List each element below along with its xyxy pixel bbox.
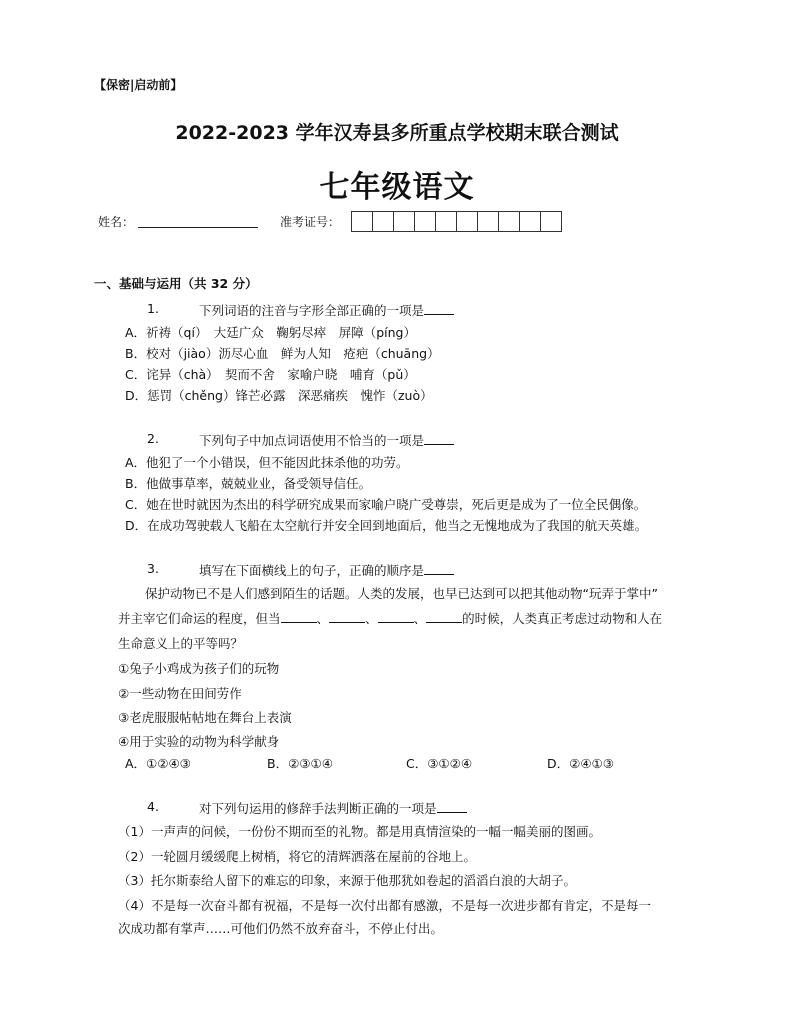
option: A．祈祷（qí） 大廷广众 鞠躬尽瘁 屏障（píng） — [125, 325, 416, 340]
answer-blank[interactable] — [424, 302, 454, 315]
choice: B．②③①④ — [267, 756, 333, 771]
option: B．校对（jiào）沥尽心血 鲜为人知 疮疤（chuāng） — [125, 346, 440, 361]
list-item: （4）不是每一次奋斗都有祝福，不是每一次付出都有感激，不是每一次进步都有肯定，不是每一 — [118, 898, 651, 913]
blank-separator: 、 — [316, 611, 330, 626]
question-number: 4. — [147, 799, 159, 814]
exam-id-box[interactable] — [540, 211, 562, 232]
question-stem — [199, 799, 467, 817]
list-item: 次成功都有掌声……可他们仍然不放弃奋斗，不停止付出。 — [118, 921, 444, 936]
choice: D．②④①③ — [547, 756, 614, 771]
exam-id-box[interactable] — [414, 211, 436, 232]
exam-id-box[interactable] — [519, 211, 541, 232]
answer-blank[interactable] — [424, 562, 454, 575]
choice: C．③①②④ — [406, 756, 473, 771]
list-item: （3）托尔斯泰给人留下的难忘的印象，来源于他那犹如卷起的滔滔白浪的大胡子。 — [118, 873, 576, 888]
exam-id-box[interactable] — [498, 211, 520, 232]
exam-id-box[interactable] — [435, 211, 457, 232]
passage-line — [118, 609, 662, 627]
question-stem-text: 下列词语的注音与字形全部正确的一项是 — [199, 303, 425, 318]
passage-text: 并主宰它们命运的程度，但当 — [118, 611, 281, 626]
question-number: 3. — [147, 561, 159, 576]
name-field[interactable] — [138, 227, 258, 228]
fill-blank[interactable] — [378, 610, 414, 623]
fill-blank[interactable] — [329, 610, 365, 623]
list-item: （2）一轮圆月缓缓爬上树梢，将它的清辉洒落在屋前的谷地上。 — [118, 849, 476, 864]
list-item: （1）一声声的问候，一份份不期而至的礼物。都是用真情渲染的一幅一幅美丽的图画。 — [118, 824, 601, 839]
fill-blank[interactable] — [281, 610, 317, 623]
option: A．他犯了一个小错误，但不能因此抹杀他的功劳。 — [125, 455, 409, 470]
choice: A．①②④③ — [125, 756, 191, 771]
option: C．诧异（chà） 契而不舍 家喻户晓 哺育（pǔ） — [125, 367, 416, 382]
list-item: ①兔子小鸡成为孩子们的玩物 — [118, 661, 280, 676]
exam-id-boxes[interactable] — [352, 211, 562, 232]
answer-blank[interactable] — [437, 800, 467, 813]
list-item: ③老虎服服帖帖地在舞台上表演 — [118, 710, 292, 725]
question-stem-text: 对下列句运用的修辞手法判断正确的一项是 — [199, 801, 437, 816]
option: C．她在世时就因为杰出的科学研究成果而家喻户晓广受尊崇，死后更是成为了一位全民偶像。 — [125, 497, 647, 512]
exam-title: 2022-2023 学年汉寿县多所重点学校期末联合测试 — [175, 122, 619, 144]
option: B．他做事草率，兢兢业业，备受领导信任。 — [125, 476, 372, 491]
list-item: ②一些动物在田间劳作 — [118, 686, 242, 701]
exam-id-label: 准考证号： — [280, 215, 341, 229]
exam-subtitle: 七年级语文 — [319, 170, 475, 205]
blank-separator: 、 — [365, 611, 378, 626]
passage-line: 保护动物已不是人们感到陌生的话题。人类的发展，也早已达到可以把其他动物“玩弄于掌中” — [145, 586, 658, 601]
passage-line: 生命意义上的平等吗？ — [118, 636, 244, 651]
section-heading: 一、基础与运用（共 32 分） — [94, 276, 258, 291]
option: D．惩罚（chěng）锋芒必露 深恶痛疾 愧怍（zuò） — [125, 388, 433, 403]
question-number: 2. — [147, 431, 159, 446]
question-stem-text: 下列句子中加点词语使用不恰当的一项是 — [199, 433, 425, 448]
exam-id-box[interactable] — [351, 211, 373, 232]
answer-blank[interactable] — [424, 432, 454, 445]
option: D．在成功驾驶载人飞船在太空航行并安全回到地面后，他当之无愧地成为了我国的航天英雄。 — [125, 518, 648, 533]
question-stem — [199, 431, 454, 449]
secret-tag: 【保密|启动前】 — [94, 78, 183, 92]
exam-id-box[interactable] — [456, 211, 478, 232]
name-label: 姓名： — [98, 215, 135, 229]
fill-blank[interactable] — [426, 610, 462, 623]
exam-id-box[interactable] — [477, 211, 499, 232]
exam-id-box[interactable] — [393, 211, 415, 232]
question-number: 1. — [147, 301, 159, 316]
passage-text: 的时候，人类真正考虑过动物和人在 — [462, 611, 663, 626]
question-stem-text: 填写在下面横线上的句子，正确的顺序是 — [199, 563, 425, 578]
question-stem — [199, 301, 454, 319]
exam-id-box[interactable] — [372, 211, 394, 232]
blank-separator: 、 — [413, 611, 427, 626]
question-stem — [199, 561, 454, 579]
list-item: ④用于实验的动物为科学献身 — [118, 734, 280, 749]
